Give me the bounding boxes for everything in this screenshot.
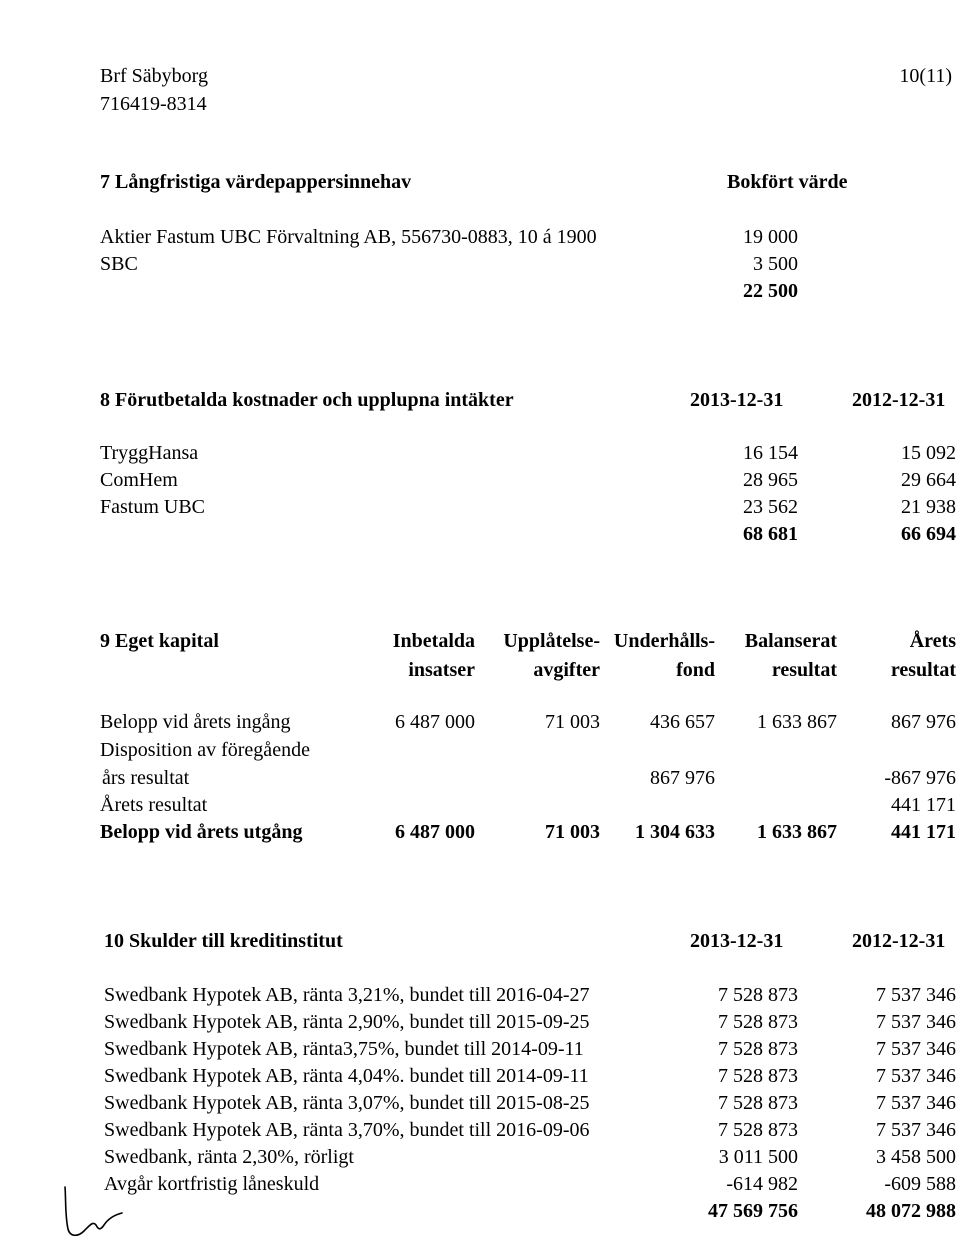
note10-row-label: Swedbank Hypotek AB, ränta 2,90%, bundet till 2015-09-25 [104,1011,590,1033]
note7-row-label: Aktier Fastum UBC Förvaltning AB, 556730-0883, 10 á 1900 [100,226,597,248]
note10-row-v1: 7 528 873 [718,1011,798,1033]
note10-row-v1: -614 982 [726,1173,798,1195]
note10-title: 10 Skulder till kreditinstitut [104,930,343,952]
note9-cell: 441 171 [891,794,956,816]
note10-row-label: Swedbank Hypotek AB, ränta 3,21%, bundet till 2016-04-27 [104,984,590,1006]
note7-total: 22 500 [743,280,798,302]
note7-col-header: Bokfört värde [727,171,848,193]
note9-row-label: Belopp vid årets utgång [100,821,303,843]
note9-col-header: fond [676,659,715,681]
note9-col-header: Upplåtelse- [503,630,600,652]
note10-row-v1: 7 528 873 [718,1038,798,1060]
note10-col-2013: 2013-12-31 [690,930,784,952]
note9-cell: 71 003 [545,711,600,733]
note9-cell: 867 976 [650,767,715,789]
note10-row-v1: 7 528 873 [718,1119,798,1141]
note7-row-value: 19 000 [743,226,798,248]
note10-col-2012: 2012-12-31 [852,930,946,952]
note9-cell: 436 657 [650,711,715,733]
note9-cell: 71 003 [545,821,600,843]
note8-title: 8 Förutbetalda kostnader och upplupna intäkter [100,389,514,411]
note10-row-v1: 7 528 873 [718,1092,798,1114]
note10-total-2012: 48 072 988 [866,1200,956,1222]
note10-row-v1: 3 011 500 [718,1146,798,1168]
note8-total-2012: 66 694 [901,523,956,545]
note9-row-label: Disposition av föregående [100,739,310,761]
note10-row-v2: 3 458 500 [876,1146,956,1168]
note8-col-2013: 2013-12-31 [690,389,784,411]
note9-col-header: insatser [408,659,475,681]
note10-row-v2: 7 537 346 [876,1092,956,1114]
note10-row-label: Swedbank Hypotek AB, ränta 3,70%, bundet till 2016-09-06 [104,1119,590,1141]
note8-row-label: Fastum UBC [100,496,206,518]
note8-row-label: TryggHansa [100,442,199,464]
note9-cell: 441 171 [891,821,956,843]
note10-row-v2: 7 537 346 [876,1038,956,1060]
note8-row-label: ComHem [100,469,178,491]
note9-cell: 1 304 633 [635,821,715,843]
note10-row-v2: 7 537 346 [876,984,956,1006]
note10-row-v2: 7 537 346 [876,1065,956,1087]
note9-col-header: resultat [890,659,956,681]
note8-col-2012: 2012-12-31 [852,389,946,411]
note10-row-v1: 7 528 873 [718,984,798,1006]
page-number: 10(11) [899,65,952,87]
org-name: Brf Säbyborg [100,65,208,87]
note8-row-v1: 23 562 [743,496,798,518]
note9-col-header: Underhålls- [613,630,715,652]
note7-title: 7 Långfristiga värdepappersinnehav [100,171,412,193]
note10-row-label: Swedbank Hypotek AB, ränta 3,07%, bundet till 2015-08-25 [104,1092,590,1114]
note10-row-label: Swedbank, ränta 2,30%, rörligt [104,1146,354,1168]
note9-col-header: Inbetalda [392,630,475,652]
note10-row-v2: 7 537 346 [876,1011,956,1033]
note10-row-v1: 7 528 873 [718,1065,798,1087]
org-number: 716419-8314 [100,93,207,115]
note10-row-v2: -609 588 [884,1173,956,1195]
note10-row-label: Swedbank Hypotek AB, ränta3,75%, bundet till 2014-09-11 [104,1038,584,1060]
note9-cell: 1 633 867 [757,711,837,733]
note9-cell: 1 633 867 [757,821,837,843]
note9-col-header: Årets [909,630,956,652]
note8-total-2013: 68 681 [743,523,798,545]
note10-row-label: Swedbank Hypotek AB, ränta 4,04%. bundet till 2014-09-11 [104,1065,589,1087]
note9-row-label: Årets resultat [100,794,208,816]
note9-col-header: Balanserat [744,630,837,652]
note8-row-v2: 29 664 [901,469,956,491]
note8-row-v2: 15 092 [901,442,956,464]
note10-row-label: Avgår kortfristig låneskuld [104,1173,320,1195]
note9-col-header: avgifter [533,659,600,681]
note10-row-v2: 7 537 346 [876,1119,956,1141]
note9-col-header: resultat [771,659,837,681]
note7-row-value: 3 500 [753,253,798,275]
note8-row-v1: 16 154 [743,442,798,464]
note9-row-label: Belopp vid årets ingång [100,711,291,733]
note8-row-v2: 21 938 [901,496,956,518]
note9-cell: 6 487 000 [395,711,475,733]
note9-cell: 867 976 [891,711,956,733]
handwritten-signature [60,1185,130,1240]
note10-total-2013: 47 569 756 [708,1200,798,1222]
note9-title: 9 Eget kapital [100,630,219,652]
note7-row-label: SBC [100,253,138,275]
note9-cell: -867 976 [884,767,956,789]
note9-row-label: års resultat [102,767,190,789]
note8-row-v1: 28 965 [743,469,798,491]
note9-cell: 6 487 000 [395,821,475,843]
